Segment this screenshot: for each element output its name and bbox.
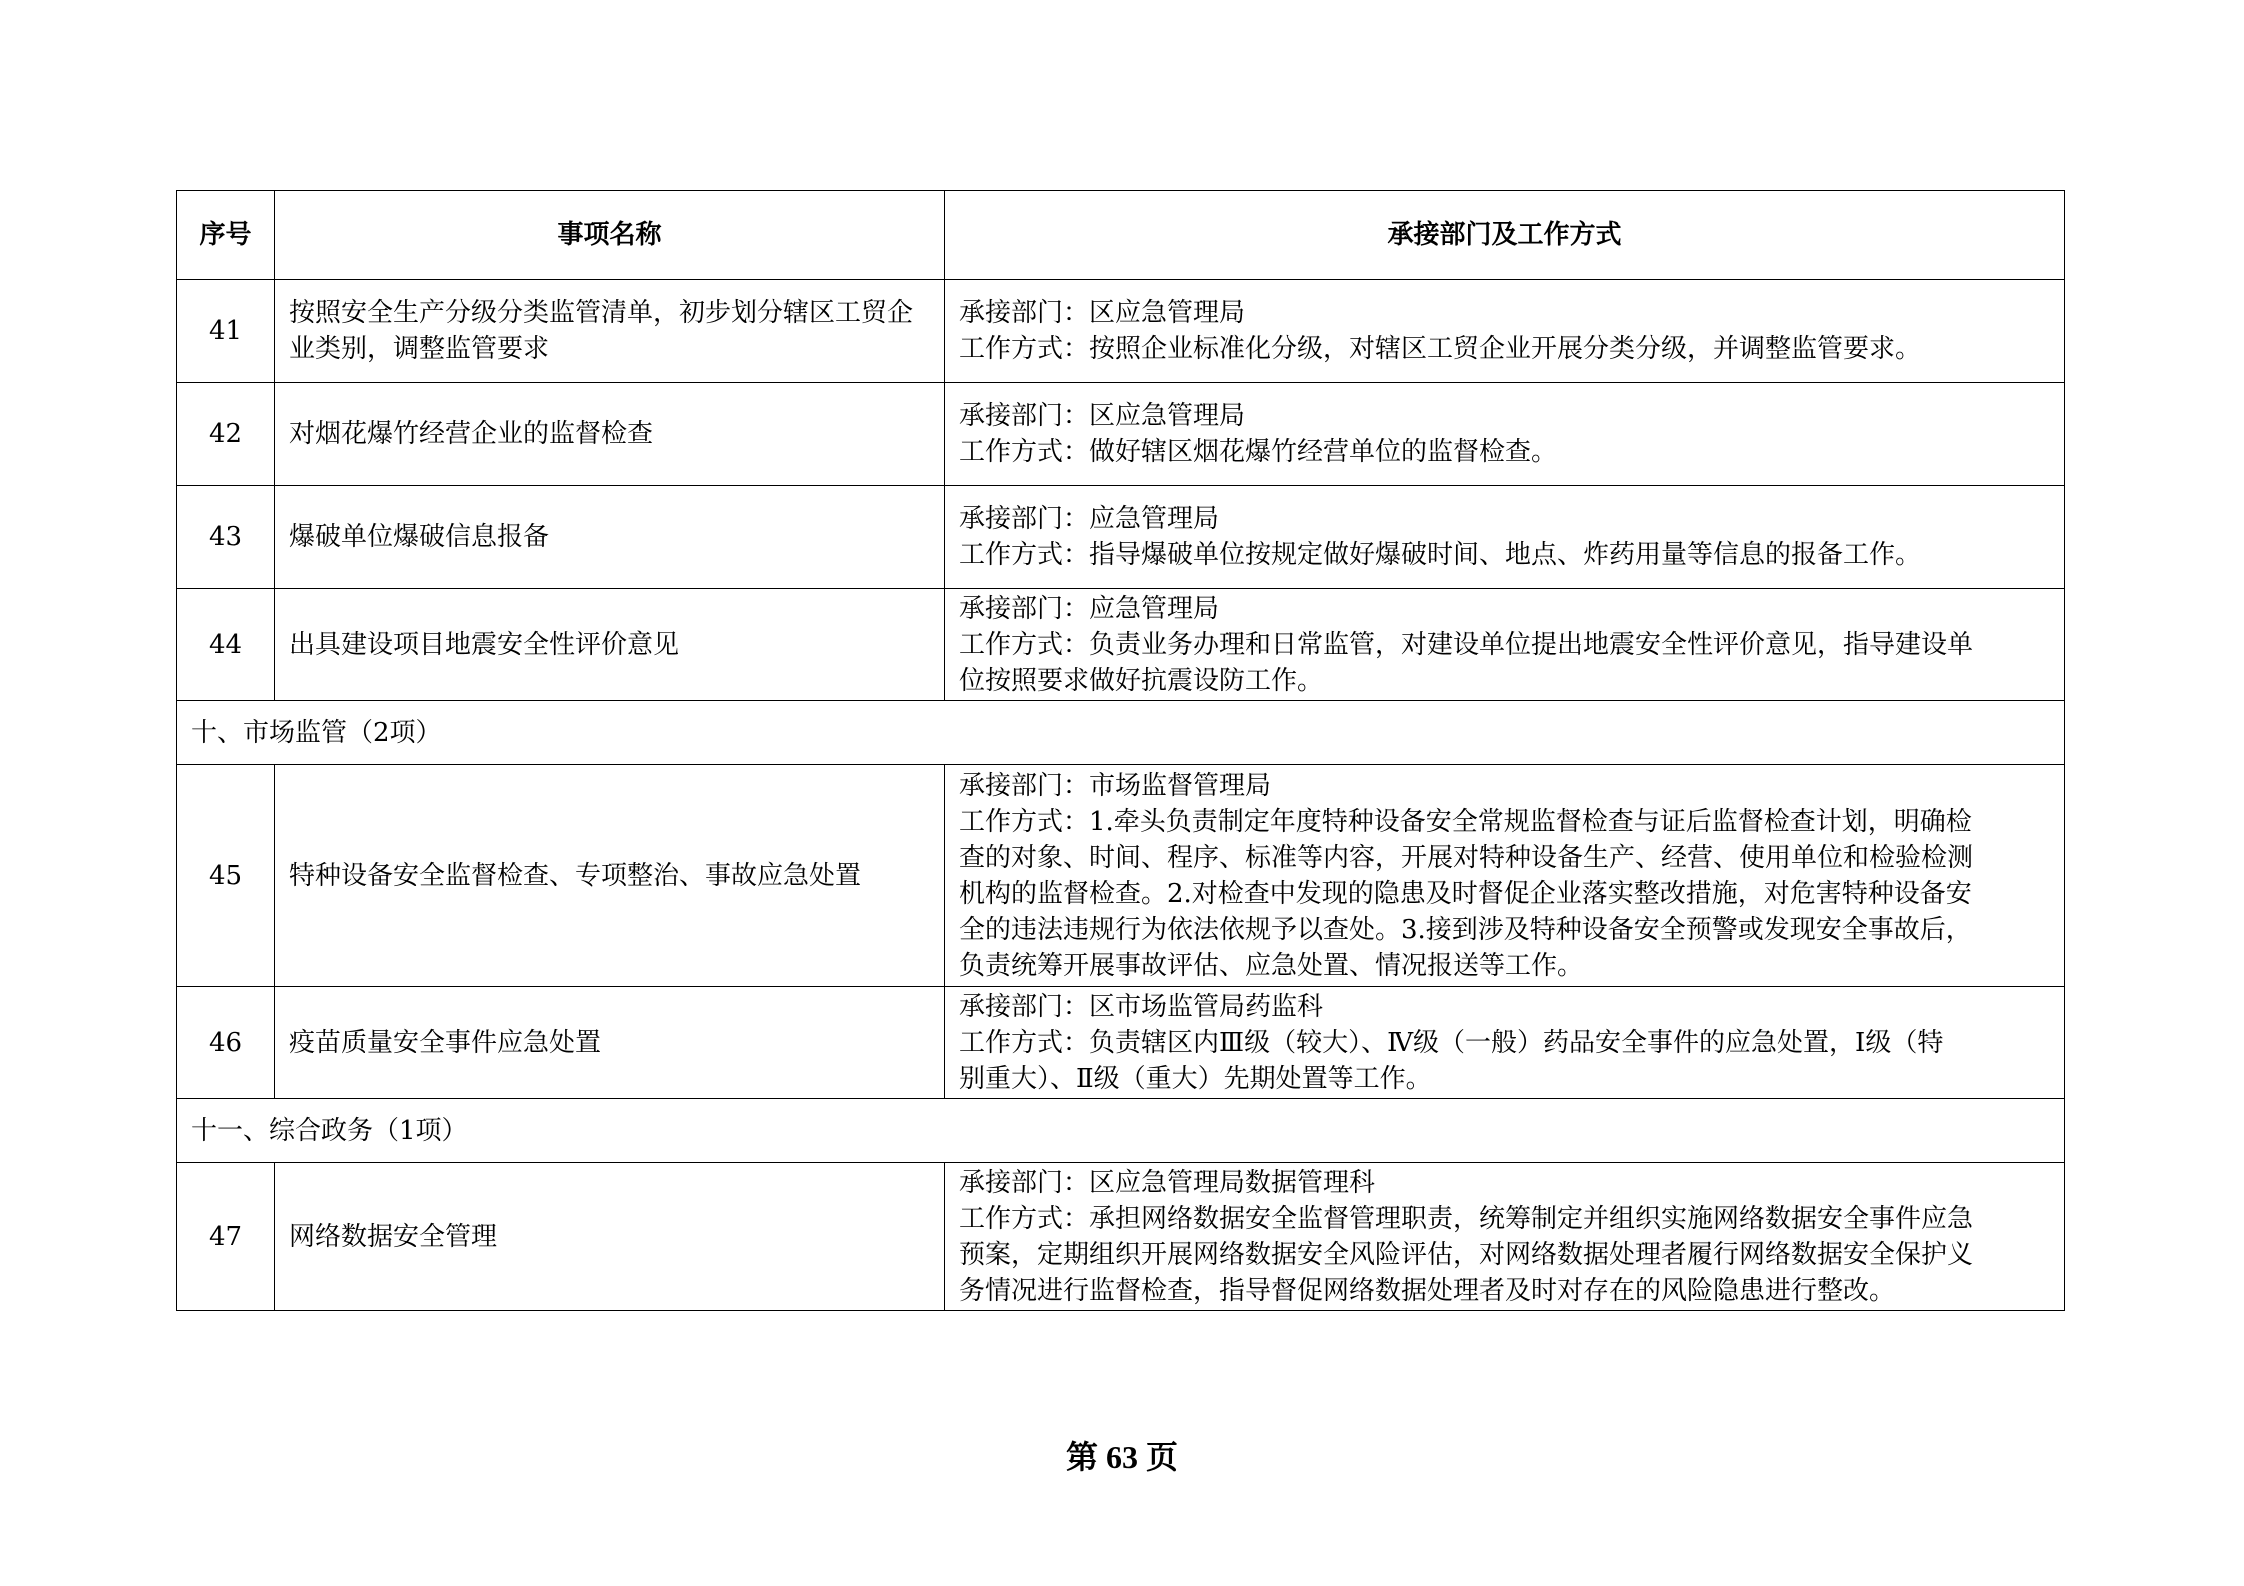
- row-dept: [945, 486, 2065, 589]
- header-num: 序号: [177, 191, 275, 280]
- dept-line: 承接部门：应急管理局: [959, 504, 1220, 534]
- method-line: 别重大）、Ⅱ级（重大）先期处置等工作。: [959, 1063, 1432, 1094]
- section-title-market: 十、市场监管（2项）: [177, 701, 2065, 765]
- method-line: 工作方式：1.牵头负责制定年度特种设备安全常规监督检查与证后监督检查计划，明确检: [959, 806, 1972, 837]
- dept-line: 承接部门：应急管理局: [959, 593, 1220, 624]
- row-name: 疫苗质量安全事件应急处置: [275, 987, 945, 1099]
- method-line: 工作方式：指导爆破单位按规定做好爆破时间、地点、炸药用量等信息的报备工作。: [959, 540, 1922, 570]
- table-row: [177, 383, 2065, 486]
- row-name: 对烟花爆竹经营企业的监督检查: [275, 383, 945, 486]
- method-line: 工作方式：承担网络数据安全监督管理职责，统筹制定并组织实施网络数据安全事件应急: [959, 1203, 1974, 1234]
- page-number: 第 63 页: [1065, 1439, 1178, 1475]
- dept-line: 承接部门：区应急管理局: [959, 401, 1246, 431]
- row-name: 特种设备安全监督检查、专项整治、事故应急处置: [275, 765, 945, 987]
- table-row: [177, 765, 2065, 987]
- method-line: 预案，定期组织开展网络数据安全风险评估，对网络数据处理者履行网络数据安全保护义: [959, 1239, 1974, 1270]
- table-row: [177, 1163, 2065, 1311]
- method-line: 工作方式：按照企业标准化分级，对辖区工贸企业开展分类分级，并调整监管要求。: [959, 334, 1922, 364]
- table-header-row: [177, 191, 2065, 280]
- method-line: 查的对象、时间、程序、标准等内容，开展对特种设备生产、经营、使用单位和检验检测: [959, 842, 1974, 873]
- table-row: [177, 280, 2065, 383]
- matters-table: [176, 190, 2065, 1311]
- row-num: 46: [177, 987, 275, 1099]
- method-line: 全的违法违规行为依法依规予以查处。3.接到涉及特种设备安全预警或发现安全事故后，: [959, 914, 1972, 945]
- dept-line: 承接部门：区应急管理局数据管理科: [959, 1167, 1376, 1198]
- row-num: 41: [177, 280, 275, 383]
- row-name: 出具建设项目地震安全性评价意见: [275, 589, 945, 701]
- row-dept: [945, 589, 2065, 701]
- method-line: 工作方式：做好辖区烟花爆竹经营单位的监督检查。: [959, 437, 1558, 467]
- table-row: [177, 987, 2065, 1099]
- method-line: 工作方式：负责辖区内Ⅲ级（较大）、Ⅳ级（一般）药品安全事件的应急处置，Ⅰ级（特: [959, 1027, 1944, 1058]
- dept-line: 承接部门：区市场监管局药监科: [959, 991, 1324, 1022]
- row-num: 45: [177, 765, 275, 987]
- row-num: 42: [177, 383, 275, 486]
- row-name: 按照安全生产分级分类监管清单，初步划分辖区工贸企业类别，调整监管要求: [275, 280, 945, 383]
- method-line: 位按照要求做好抗震设防工作。: [959, 665, 1324, 696]
- section-title-general: 十一、综合政务（1项）: [177, 1099, 2065, 1163]
- row-dept: [945, 280, 2065, 383]
- section-row: [177, 1099, 2065, 1163]
- table-row: [177, 486, 2065, 589]
- method-line: 工作方式：负责业务办理和日常监管，对建设单位提出地震安全性评价意见，指导建设单: [959, 629, 1974, 660]
- dept-line: 承接部门：区应急管理局: [959, 298, 1246, 328]
- row-num: 44: [177, 589, 275, 701]
- dept-line: 承接部门：市场监督管理局: [959, 770, 1272, 801]
- section-row: [177, 701, 2065, 765]
- row-name: 爆破单位爆破信息报备: [275, 486, 945, 589]
- method-line: 务情况进行监督检查，指导督促网络数据处理者及时对存在的风险隐患进行整改。: [959, 1275, 1896, 1306]
- row-dept: [945, 987, 2065, 1099]
- header-name: 事项名称: [275, 191, 945, 280]
- method-line: 机构的监督检查。2.对检查中发现的隐患及时督促企业落实整改措施，对危害特种设备安: [959, 878, 1972, 909]
- header-dept: 承接部门及工作方式: [945, 191, 2065, 280]
- method-line: 负责统筹开展事故评估、应急处置、情况报送等工作。: [959, 950, 1584, 981]
- row-name: 网络数据安全管理: [275, 1163, 945, 1311]
- row-dept: [945, 1163, 2065, 1311]
- row-num: 43: [177, 486, 275, 589]
- table-row: [177, 589, 2065, 701]
- row-num: 47: [177, 1163, 275, 1311]
- row-dept: [945, 383, 2065, 486]
- row-dept: [945, 765, 2065, 987]
